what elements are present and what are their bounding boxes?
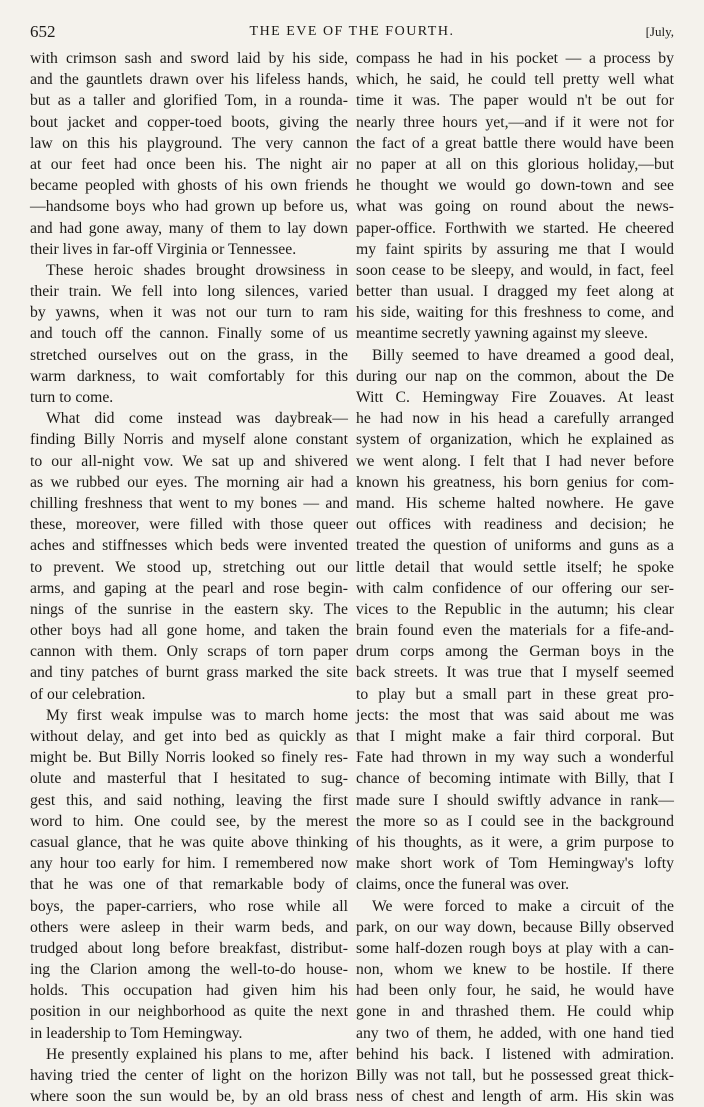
text-line: ness of chest and length of arm. His skin was [356, 1086, 674, 1107]
text-line: stretched ourselves out on the grass, in the [30, 345, 348, 366]
text-line: other boys had all gone home, and taken the [30, 620, 348, 641]
text-line: that I might make a fair third corporal. But [356, 726, 674, 747]
running-header [30, 22, 674, 46]
paragraph [30, 1044, 348, 1107]
text-line: law on this his playground. The very cannon [30, 133, 348, 154]
paragraph [30, 48, 348, 260]
text-line: better than usual. I dragged my feet along at [356, 281, 674, 302]
text-line: to our all-night vow. We sat up and shivered [30, 451, 348, 472]
text-line: to play but a small part in these great pro- [356, 684, 674, 705]
text-line: nings of the sunrise in the eastern sky. The [30, 599, 348, 620]
text-line: no paper at all on this glorious holiday,—but [356, 154, 674, 175]
text-line: paper-office. Forthwith we started. He cheered [356, 218, 674, 239]
text-line: the fact of a great battle there would have been [356, 133, 674, 154]
text-line: his side, waiting for this freshness to come, and [356, 302, 674, 323]
text-line: soon cease to be sleepy, and would, in fact, feel [356, 260, 674, 281]
right-column [356, 48, 674, 1107]
running-month: [July, [646, 24, 674, 40]
text-line: in leadership to Tom Hemingway. [30, 1023, 348, 1044]
text-line: what was going on round about the news- [356, 196, 674, 217]
text-line: gone in and thrashed them. He could whip [356, 1001, 674, 1022]
text-line: having tried the center of light on the horizon [30, 1065, 348, 1086]
text-line: compass he had in his pocket — a process by [356, 48, 674, 69]
paragraph [356, 48, 674, 345]
text-line: these, moreover, were filled with those queer [30, 514, 348, 535]
text-line: meantime secretly yawning against my sleeve. [356, 323, 674, 344]
text-line: arms, and gaping at the pearl and rose begin- [30, 578, 348, 599]
text-line: he had now in his head a carefully arranged [356, 408, 674, 429]
text-line: without delay, and get into bed as quickly as [30, 726, 348, 747]
text-line: some half-dozen rough boys at play with a can- [356, 938, 674, 959]
text-line: and the gauntlets drawn over his lifeless hands, [30, 69, 348, 90]
text-line: casual glance, that he was quite above thinking [30, 832, 348, 853]
text-line: but as a taller and glorified Tom, in a rounda- [30, 90, 348, 111]
text-line: park, on our way down, because Billy observed [356, 917, 674, 938]
text-line: and tiny patches of burnt grass marked the site [30, 662, 348, 683]
text-line: drum corps among the German boys in the [356, 641, 674, 662]
text-line: —handsome boys who had grown up before us, [30, 196, 348, 217]
text-line: of our celebration. [30, 684, 348, 705]
text-line: brain found even the materials for a fife-and- [356, 620, 674, 641]
text-line: bout jacket and copper-toed boots, giving the [30, 112, 348, 133]
text-line: finding Billy Norris and myself alone constant [30, 429, 348, 450]
page-number: 652 [30, 22, 56, 42]
text-line: to prevent. We stood up, stretching out our [30, 557, 348, 578]
text-line: of his thoughts, as it were, a grim purpose to [356, 832, 674, 853]
text-line: others were asleep in their warm beds, and [30, 917, 348, 938]
text-line: any hour too early for him. I remembered now [30, 853, 348, 874]
text-line: we went along. I felt that I had never before [356, 451, 674, 472]
left-column [30, 48, 348, 1107]
text-line: made sure I should swiftly advance in rank— [356, 790, 674, 811]
paragraph [30, 408, 348, 705]
text-line: with crimson sash and sword laid by his side, [30, 48, 348, 69]
paragraph [356, 896, 674, 1107]
text-line: Witt C. Hemingway Fire Zouaves. At least [356, 387, 674, 408]
text-line: he thought we would go down-town and see [356, 175, 674, 196]
text-line: chilling freshness that went to my bones — and [30, 493, 348, 514]
text-line: word to him. One could see, by the merest [30, 811, 348, 832]
text-line: and touch off the cannon. Finally some of us [30, 323, 348, 344]
text-line: These heroic shades brought drowsiness in [30, 260, 348, 281]
text-line: and had gone away, many of them to lay down [30, 218, 348, 239]
text-line: any two of them, he added, with one hand tied [356, 1023, 674, 1044]
text-line: He presently explained his plans to me, after [30, 1044, 348, 1065]
text-line: that he was one of that remarkable body of [30, 874, 348, 895]
text-line: turn to come. [30, 387, 348, 408]
text-line: my faint spirits by assuring me that I would [356, 239, 674, 260]
text-line: out offices with readiness and decision; he [356, 514, 674, 535]
text-line: during our nap on the common, about the De [356, 366, 674, 387]
text-line: had been only four, he said, he would have [356, 980, 674, 1001]
text-line: aches and stiffnesses which beds were invented [30, 535, 348, 556]
text-line: My first weak impulse was to march home [30, 705, 348, 726]
paragraph [356, 345, 674, 896]
text-line: chance of becoming intimate with Billy, that I [356, 768, 674, 789]
text-line: Fate had thrown in my way such a wonderful [356, 747, 674, 768]
text-line: system of organization, which he explained as [356, 429, 674, 450]
paragraph [30, 260, 348, 408]
text-line: ing the Clarion among the well-to-do house- [30, 959, 348, 980]
text-line: which, he said, he could tell pretty well what [356, 69, 674, 90]
text-line: claims, once the funeral was over. [356, 874, 674, 895]
text-line: nearly three hours yet,—and if it were not for [356, 112, 674, 133]
text-line: non, whom we knew to be hostile. If there [356, 959, 674, 980]
text-line: cannon with them. Only scraps of torn paper [30, 641, 348, 662]
text-line: make short work of Tom Hemingway's lofty [356, 853, 674, 874]
text-line: known his greatness, his born genius for com- [356, 472, 674, 493]
text-line: behind his back. I listened with admiration. [356, 1044, 674, 1065]
text-line: holds. This occupation had given him his [30, 980, 348, 1001]
text-line: became peopled with ghosts of his own friends [30, 175, 348, 196]
text-line: trudged about long before breakfast, distribut- [30, 938, 348, 959]
text-line: by yawns, when it was not our turn to ram [30, 302, 348, 323]
text-line: back streets. It was true that I myself seemed [356, 662, 674, 683]
text-line: jects: the most that was said about me was [356, 705, 674, 726]
text-line: time it was. The paper would n't be out for [356, 90, 674, 111]
text-line: their lives in far-off Virginia or Tennessee. [30, 239, 348, 260]
text-line: treated the question of uniforms and guns as a [356, 535, 674, 556]
text-line: the more so as I could see in the background [356, 811, 674, 832]
text-line: olute and masterful that I hesitated to sug- [30, 768, 348, 789]
text-line: Billy seemed to have dreamed a good deal, [356, 345, 674, 366]
paragraph [30, 705, 348, 1044]
text-line: little detail that would settle itself; he spoke [356, 557, 674, 578]
text-line: at our feet had once been his. The night air [30, 154, 348, 175]
text-line: with calm confidence of our offering our ser- [356, 578, 674, 599]
text-line: warm darkness, to wait comfortably for this [30, 366, 348, 387]
running-title: THE EVE OF THE FOURTH. [30, 24, 674, 40]
text-line: as we rubbed our eyes. The morning air had a [30, 472, 348, 493]
text-line: vices to the Republic in the autumn; his clear [356, 599, 674, 620]
text-line: Billy was not tall, but he possessed great thick- [356, 1065, 674, 1086]
text-line: their train. We fell into long silences, varied [30, 281, 348, 302]
text-line: gest this, and said nothing, leaving the first [30, 790, 348, 811]
text-line: might be. But Billy Norris looked so finely res- [30, 747, 348, 768]
text-line: position in our neighborhood as quite the next [30, 1001, 348, 1022]
text-line: where soon the sun would be, by an old brass [30, 1086, 348, 1107]
text-line: boys, the paper-carriers, who rose while all [30, 896, 348, 917]
text-line: What did come instead was daybreak— [30, 408, 348, 429]
text-line: mand. His scheme halted nowhere. He gave [356, 493, 674, 514]
text-line: We were forced to make a circuit of the [356, 896, 674, 917]
